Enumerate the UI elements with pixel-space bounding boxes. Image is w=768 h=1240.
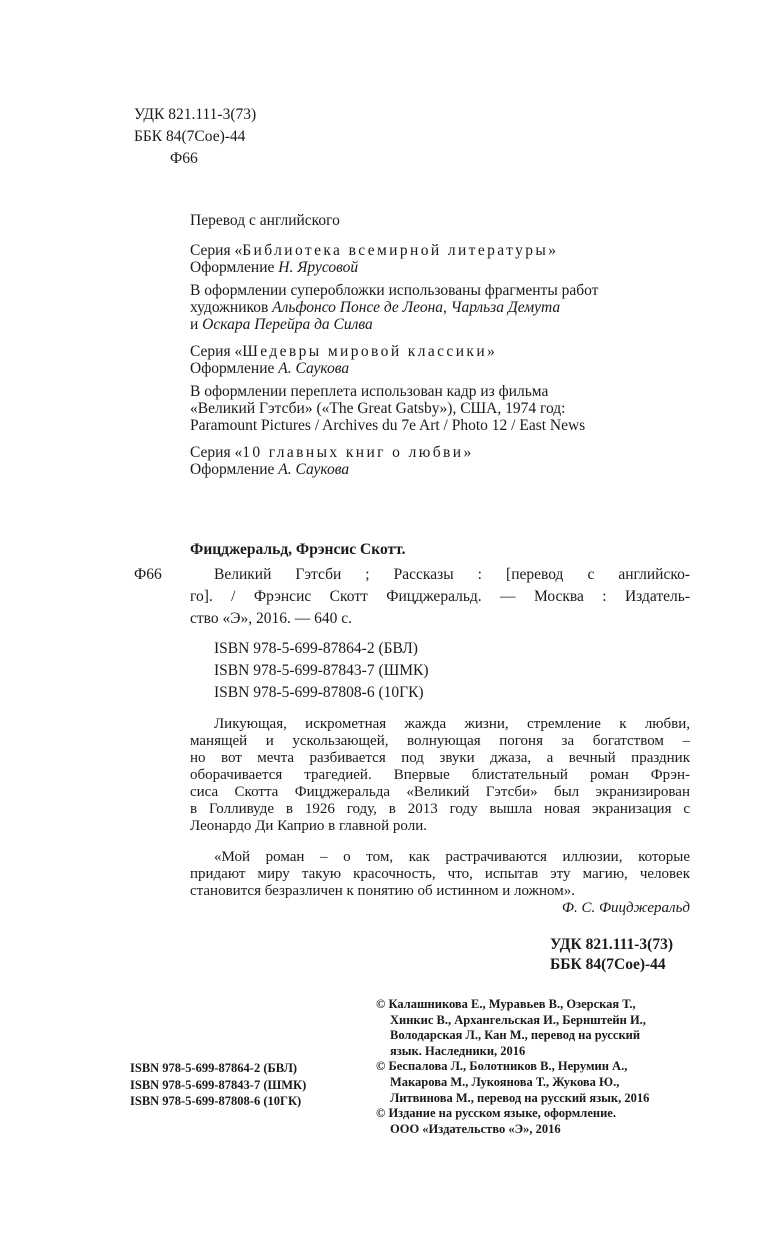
quote-attribution: Ф. С. Фицджеральд bbox=[561, 900, 690, 916]
quote-line: «Мой роман – о том, как растрачиваются иллюзии, которые bbox=[214, 849, 690, 865]
series-prefix: Серия « bbox=[190, 343, 243, 360]
catalog-isbn-2: ISBN 978-5-699-87843-7 (ШМК) bbox=[214, 662, 429, 679]
series-prefix: Серия « bbox=[190, 242, 243, 259]
bottom-bbk-code: ББК 84(7Сое)-44 bbox=[550, 956, 666, 973]
bottom-isbn: ISBN 978-5-699-87808-6 (10ГК) bbox=[130, 1094, 302, 1108]
quote-line: становится безразличен к понятию об истинном и ложном». bbox=[190, 883, 575, 899]
series-suffix: » bbox=[487, 343, 495, 360]
author-mark: Ф66 bbox=[170, 150, 198, 167]
annotation-line: сиса Скотта Фицджеральда «Великий Гэтсби» был экранизирован bbox=[190, 784, 690, 800]
annotation-line: Ликующая, искрометная жажда жизни, стремление к любви, bbox=[214, 716, 690, 732]
copyright-line: Литвинова М., перевод на русский язык, 2016 bbox=[390, 1090, 650, 1105]
annotation-line: в Голливуде в 1926 году, в 2013 году вышла новая экранизация с bbox=[190, 801, 690, 817]
catalog-line-3: ство «Э», 2016. — 640 с. bbox=[190, 610, 352, 627]
series-2-line bbox=[190, 343, 495, 361]
catalog-mark: Ф66 bbox=[134, 566, 162, 583]
copyright-line: язык. Наследники, 2016 bbox=[390, 1043, 526, 1058]
jacket-note-line-2 bbox=[190, 299, 560, 317]
artist-3: Оскара Перейра да Силва bbox=[202, 316, 373, 333]
series-3-line bbox=[190, 444, 471, 462]
catalog-isbn-3: ISBN 978-5-699-87808-6 (10ГК) bbox=[214, 684, 424, 701]
artists-prefix: художников bbox=[190, 299, 273, 316]
artist-2: Чарльза Демута bbox=[450, 299, 561, 316]
translation-note: Перевод с английского bbox=[190, 212, 340, 229]
annotation-line: оборачивается трагедией. Впервые блистательный роман Фрэн- bbox=[190, 767, 690, 783]
artist-1: Альфонсо Понсе де Леона bbox=[272, 299, 444, 316]
artists-prefix-and: и bbox=[190, 316, 203, 333]
copyright-line: Макарова М., Лукоянова Т., Жукова Ю., bbox=[390, 1074, 620, 1089]
catalog-line-2: го]. / Фрэнсис Скотт Фицджеральд. — Москва : Издатель- bbox=[190, 588, 690, 605]
bottom-udk-code: УДК 821.111-3(73) bbox=[550, 936, 673, 953]
design-prefix: Оформление bbox=[190, 360, 279, 377]
artist-sep: , bbox=[443, 299, 451, 316]
copyright-line: © Калашникова Е., Муравьев В., Озерская Т., bbox=[376, 997, 636, 1011]
binding-note-line-3: Paramount Pictures / Archives du 7e Art / Photo 12 / East News bbox=[190, 417, 586, 434]
series-2-design bbox=[190, 360, 349, 378]
series-2-name: Шедевры мировой классики bbox=[242, 343, 488, 360]
catalog-line-1: Великий Гэтсби ; Рассказы : [перевод с английско- bbox=[214, 566, 690, 583]
series-prefix: Серия « bbox=[190, 444, 243, 461]
copyright-line: © Беспалова Л., Болотников В., Нерумин А., bbox=[376, 1059, 628, 1074]
jacket-note-line-1: В оформлении суперобложки использованы фрагменты работ bbox=[190, 282, 599, 299]
design-prefix: Оформление bbox=[190, 259, 279, 276]
annotation-line: манящей и ускользающей, волнующая погоня за богатством – bbox=[190, 733, 690, 749]
copyright-line: ООО «Издательство «Э», 2016 bbox=[390, 1121, 561, 1136]
catalog-author-heading: Фицджеральд, Фрэнсис Скотт. bbox=[190, 541, 406, 558]
series-suffix: » bbox=[548, 242, 556, 259]
bottom-isbn: ISBN 978-5-699-87864-2 (БВЛ) bbox=[130, 1061, 298, 1075]
series-3-design bbox=[190, 461, 349, 479]
quote-line: придают миру такую красочность, что, испытав эту магию, человек bbox=[190, 866, 690, 882]
series-1-name: Библиотека всемирной литературы bbox=[242, 242, 549, 259]
designer-name: Н. Ярусовой bbox=[278, 259, 359, 276]
udk-code: УДК 821.111-3(73) bbox=[134, 106, 257, 123]
series-1-line bbox=[190, 242, 556, 260]
bottom-isbn-list bbox=[130, 1060, 306, 1110]
annotation-line: Леонардо Ди Каприо в главной роли. bbox=[190, 818, 427, 834]
binding-note-line-2: «Великий Гэтсби» («The Great Gatsby»), США, 1974 год: bbox=[190, 400, 566, 417]
copyright-line: Володарская Л., Кан М., перевод на русский bbox=[390, 1028, 641, 1043]
binding-note-line-1: В оформлении переплета использован кадр из фильма bbox=[190, 383, 549, 400]
catalog-isbn-1: ISBN 978-5-699-87864-2 (БВЛ) bbox=[214, 640, 418, 657]
series-suffix: » bbox=[463, 444, 472, 461]
design-prefix: Оформление bbox=[190, 461, 279, 478]
copyright-line: Хинкис В., Архангельская И., Бернштейн И., bbox=[390, 1012, 646, 1027]
jacket-note-line-3 bbox=[190, 316, 373, 334]
bottom-isbn: ISBN 978-5-699-87843-7 (ШМК) bbox=[130, 1077, 307, 1092]
copyright-block bbox=[376, 997, 649, 1137]
bbk-code: ББК 84(7Сое)-44 bbox=[134, 128, 246, 145]
annotation-line: но вот мечта разбивается под звуки джаза, а вечный праздник bbox=[190, 750, 690, 766]
designer-name: А. Саукова bbox=[278, 360, 350, 377]
series-3-name: 10 главных книг о любви bbox=[242, 444, 464, 461]
designer-name: А. Саукова bbox=[278, 461, 350, 478]
series-1-design bbox=[190, 259, 358, 277]
copyright-line: © Издание на русском языке, оформление. bbox=[376, 1106, 616, 1121]
